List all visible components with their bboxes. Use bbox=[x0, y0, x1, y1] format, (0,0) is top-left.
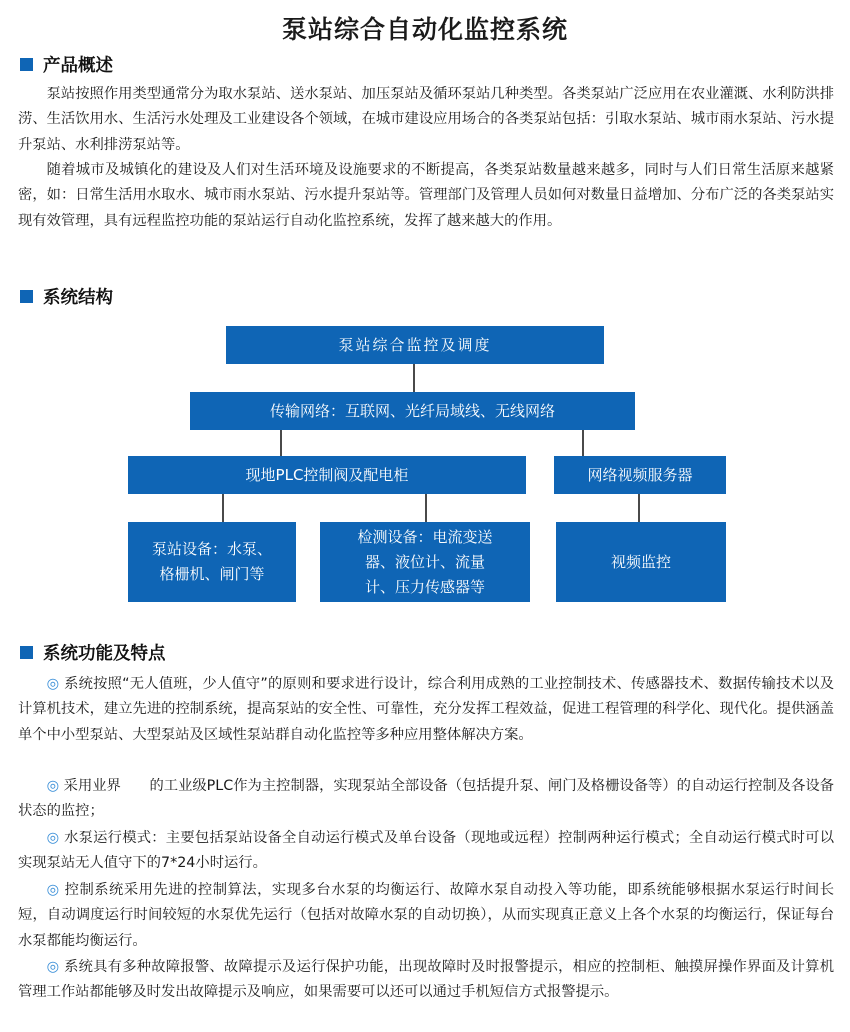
system-structure-diagram bbox=[0, 318, 850, 608]
bullet-icon: ◎ bbox=[46, 882, 60, 898]
connector-network-video-server bbox=[582, 430, 584, 456]
section-marker-icon bbox=[20, 58, 33, 71]
section-marker-icon bbox=[20, 290, 33, 303]
overview-paragraph-2: 随着城市及城镇化的建设及人们对生活环境及设施要求的不断提高，各类泵站数量越来越多，同时与人们日常生活原来越紧密，如：日常生活用水取水、城市雨水泵站、污水提升泵站等。管理部门及管理人员如何对数量日益增加、分布广泛的各类泵站实现有效管理，具有远程监控功能的泵站运行自动化监控系统，发挥了越来越大的作用。 bbox=[18, 162, 834, 229]
connector-plc-detection bbox=[425, 494, 427, 522]
overview-paragraph-1: 泵站按照作用类型通常分为取水泵站、送水泵站、加压泵站及循环泵站几种类型。各类泵站广泛应用在农业灌溉、水利防洪排涝、生活饮用水、生活污水处理及工业建设各个领域，在城市建设应用场合的各类泵站包括：引取水泵站、城市雨水泵站、污水提升泵站、水利排涝泵站等。 bbox=[18, 86, 834, 153]
connector-video-server-monitor bbox=[638, 494, 640, 522]
box-pump-equipment: 泵站设备：水泵、格栅机、闸门等 bbox=[128, 522, 296, 602]
feature-text: 系统具有多种故障报警、故障提示及运行保护功能，出现故障时及时报警提示，相应的控制柜、触摸屏操作界面及计算机管理工作站都能够及时发出故障提示及响应，如果需要可以还可以通过手机短信方式报警提示。 bbox=[18, 959, 834, 1001]
bullet-icon: ◎ bbox=[46, 959, 60, 975]
section-heading-overview bbox=[20, 52, 113, 76]
section-heading-label: 系统结构 bbox=[43, 287, 113, 308]
section-heading-label: 系统功能及特点 bbox=[43, 643, 166, 664]
bullet-icon: ◎ bbox=[46, 778, 60, 794]
feature-text: 系统按照“无人值班，少人值守”的原则和要求进行设计，综合利用成熟的工业控制技术、传感器技术、数据传输技术以及计算机技术，建立先进的控制系统，提高泵站的安全性、可靠性，充分发挥工程效益，促进工程管理的科学化、现代化。提供涵盖单个中小型泵站、大型泵站及区域性泵站群自动化监控等多种应用整体解决方案。 bbox=[18, 676, 834, 743]
connector-top-network bbox=[413, 364, 415, 392]
connector-plc-pump bbox=[222, 494, 224, 522]
box-monitoring-dispatch: 泵站综合监控及调度 bbox=[226, 326, 604, 364]
page-title: 泵站综合自动化监控系统 bbox=[281, 15, 568, 44]
feature-item bbox=[18, 878, 834, 954]
connector-network-plc bbox=[280, 430, 282, 456]
bullet-icon: ◎ bbox=[46, 830, 60, 846]
box-plc-cabinet: 现地PLC控制阀及配电柜 bbox=[128, 456, 526, 494]
bullet-icon: ◎ bbox=[46, 676, 60, 692]
box-transmission-network: 传输网络：互联网、光纤局域线、无线网络 bbox=[190, 392, 635, 430]
feature-item bbox=[18, 955, 834, 1006]
feature-item bbox=[18, 826, 834, 877]
section-heading-features bbox=[20, 640, 166, 664]
section-marker-icon bbox=[20, 646, 33, 659]
box-video-monitoring: 视频监控 bbox=[556, 522, 726, 602]
feature-text: 控制系统采用先进的控制算法，实现多台水泵的均衡运行、故障水泵自动投入等功能，即系统能够根据水泵运行时间长短，自动调度运行时间较短的水泵优先运行（包括对故障水泵的自动切换），从而实现真正意义上各个水泵的均衡运行，保证每台水泵都能均衡运行。 bbox=[18, 882, 834, 949]
feature-item bbox=[18, 774, 834, 825]
section-heading-label: 产品概述 bbox=[43, 55, 113, 76]
section-heading-structure bbox=[20, 284, 113, 308]
box-video-server: 网络视频服务器 bbox=[554, 456, 726, 494]
feature-text: 采用业界 的工业级PLC作为主控制器，实现泵站全部设备（包括提升泵、闸门及格栅设备等）的自动运行控制及各设备状态的监控； bbox=[18, 778, 834, 820]
feature-item bbox=[18, 672, 834, 748]
feature-text: 水泵运行模式：主要包括泵站设备全自动运行模式及单台设备（现地或远程）控制两种运行模式；全自动运行模式时可以实现泵站无人值守下的7*24小时运行。 bbox=[18, 830, 834, 872]
box-detection-equipment: 检测设备：电流变送器、液位计、流量计、压力传感器等 bbox=[320, 522, 530, 602]
